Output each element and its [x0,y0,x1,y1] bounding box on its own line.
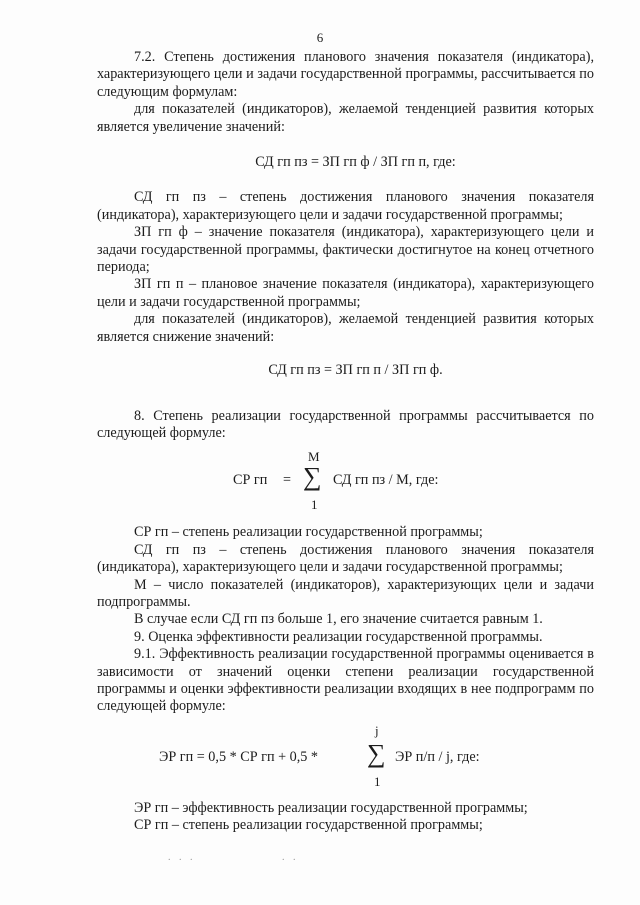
definition-er: ЭР гп – эффективность реализации государственной программы; [134,799,528,816]
formula-sr-sum-upper: М [308,449,320,465]
formula-er-rhs: ЭР п/п / j, где: [395,748,480,765]
formula-sr-equals: = [283,472,292,489]
page-number: 6 [316,30,324,45]
scan-noise: . . [282,852,299,863]
paragraph-9-1: 9.1. Эффективность реализации государственной программы оценивается в зависимости от значений оценки степени реализации государственной программы и оценки эффективности реализации входящих в нее подпрограмм по следующей формуле: [97,646,594,715]
definition-zp-plan: ЗП гп п – плановое значение показателя (индикатора), характеризующего цели и задачи государственной программы; [97,276,594,310]
formula-er-lhs: ЭР гп = 0,5 * СР гп + 0,5 * [159,748,319,765]
definition-m: М – число показателей (индикаторов), характеризующих цели и задачи подпрограммы. [97,576,594,610]
scan-noise: . . . [168,852,196,863]
formula-sr-sum-lower: 1 [311,497,318,513]
sum-symbol-icon: ∑ [303,462,322,492]
definition-sd: СД гп пз – степень достижения планового значения показателя (индикатора), характеризующего цели и задачи государственной программы; [97,189,594,223]
formula-increase: СД гп пз = ЗП гп ф / ЗП гп п, где: [255,154,456,171]
definition-sr: СР гп – степень реализации государственной программы; [134,524,483,541]
paragraph-case-greater-1: В случае если СД гп пз больше 1, его значение считается равным 1. [134,611,543,628]
definition-sd-2: СД гп пз – степень достижения планового значения показателя (индикатора), характеризующего цели и задачи государственной программы; [97,541,594,576]
definition-zp-fact: ЗП гп ф – значение показателя (индикатора), характеризующего цели и задачи государственной программы, фактически достигнутое на конец отчетного периода; [97,224,594,276]
formula-er [97,722,594,794]
paragraph-7-2: 7.2. Степень достижения планового значения показателя (индикатора), характеризующего цели и задачи государственной программы, рассчитывается по следующим формулам: [97,49,594,100]
paragraph-decrease-case: для показателей (индикаторов), желаемой тенденцией развития которых является снижение значений: [97,311,594,345]
document-body [97,49,594,835]
paragraph-8: 8. Степень реализации государственной программы рассчитывается по следующей формуле: [97,407,594,441]
formula-decrease: СД гп пз = ЗП гп п / ЗП гп ф. [268,362,443,379]
formula-er-sum-lower: 1 [374,773,381,789]
formula-sr-rhs: СД гп пз / М, где: [333,472,439,489]
formula-sr [97,448,594,516]
definition-sr-2: СР гп – степень реализации государственной программы; [134,817,483,834]
paragraph-increase-case: для показателей (индикаторов), желаемой тенденцией развития которых является увеличение значений: [97,101,594,135]
sum-symbol-icon: ∑ [367,738,386,768]
formula-er-sum-upper: j [375,722,379,738]
paragraph-9: 9. Оценка эффективности реализации государственной программы. [134,628,543,645]
formula-sr-lhs: СР гп [233,472,268,489]
